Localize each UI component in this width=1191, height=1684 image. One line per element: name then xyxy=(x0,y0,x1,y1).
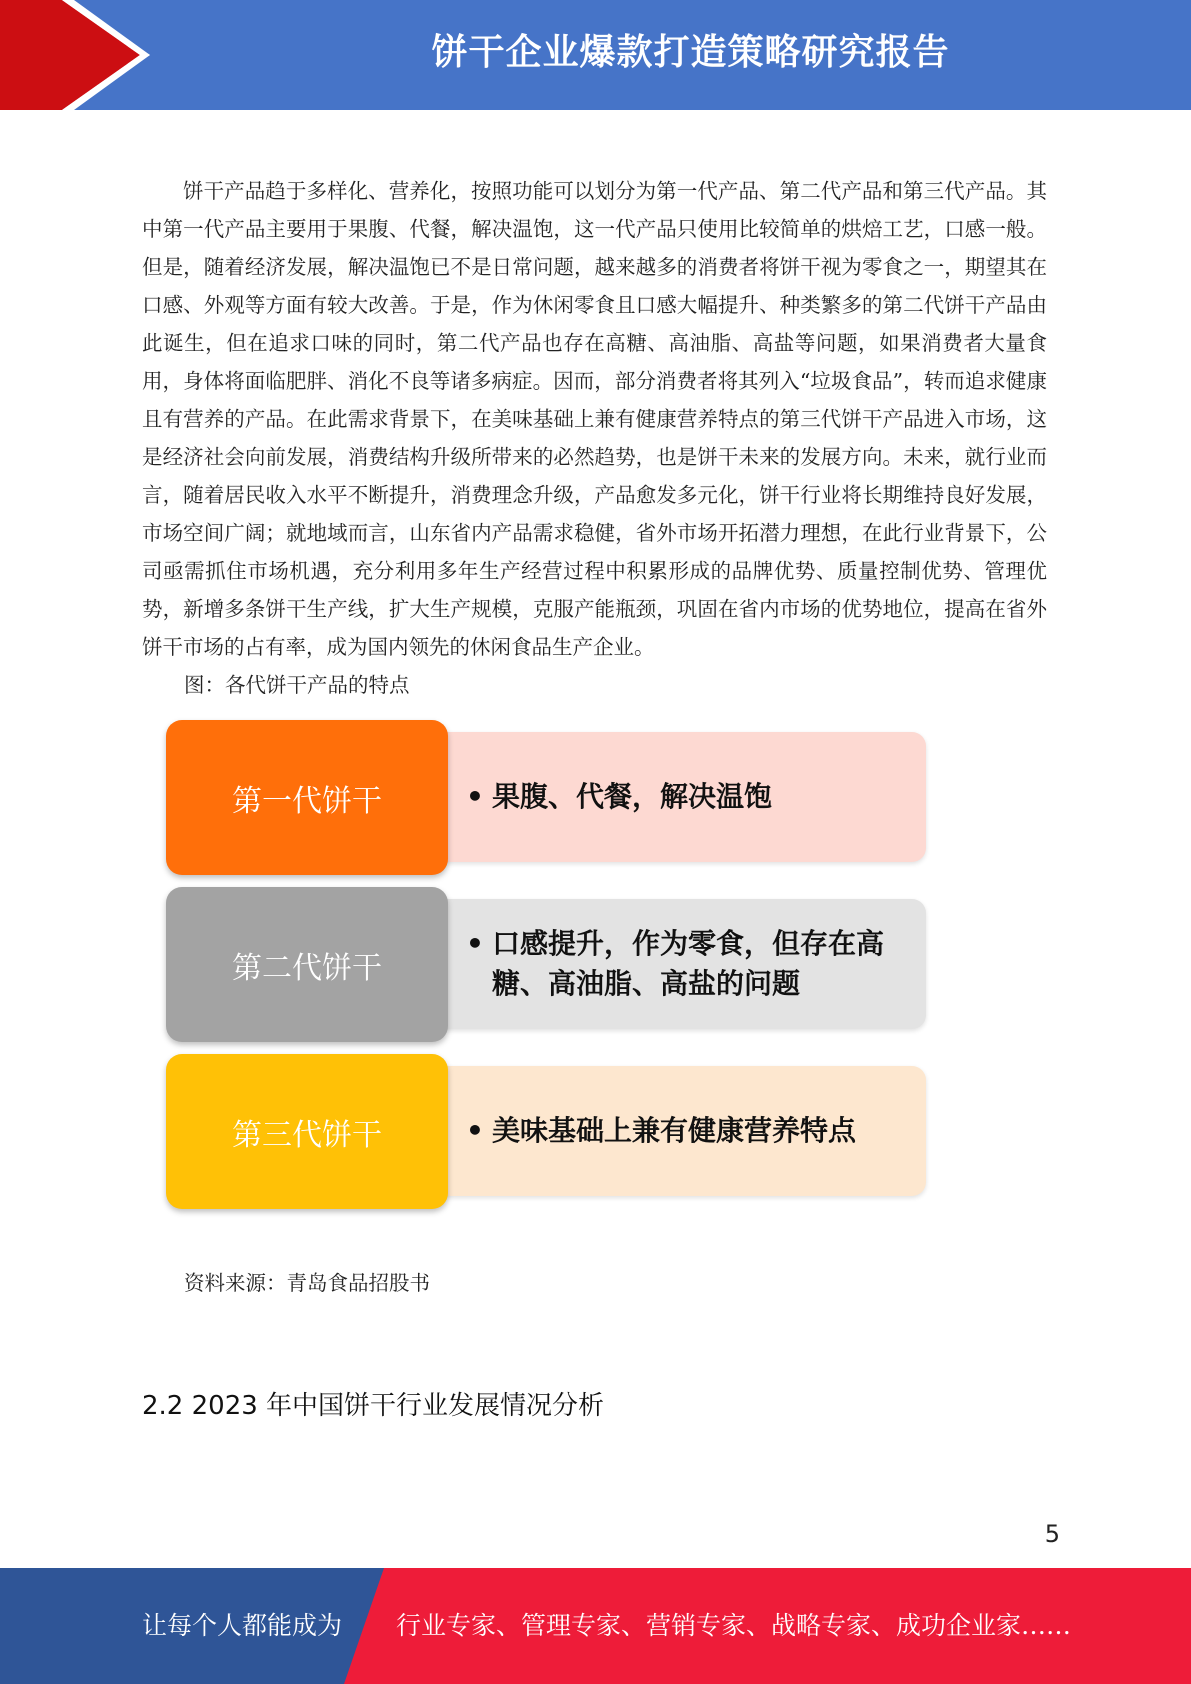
generation-row-1 xyxy=(166,720,956,875)
figure-source: 资料来源：青岛食品招股书 xyxy=(184,1271,430,1295)
footer-slogan-left: 让每个人都能成为 xyxy=(142,1611,343,1640)
generation-3-description: 美味基础上兼有健康营养特点 xyxy=(492,1114,857,1147)
section-heading: 2.2 2023 年中国饼干行业发展情况分析 xyxy=(142,1391,605,1421)
page-header xyxy=(0,0,1191,110)
page-footer xyxy=(0,1568,1191,1684)
footer-slogan-right: 行业专家、管理专家、营销专家、战略专家、成功企业家…… xyxy=(396,1611,1072,1640)
generation-2-label: 第二代饼干 xyxy=(166,887,448,1042)
page-number: 5 xyxy=(1044,1520,1060,1548)
generation-1-description: 果腹、代餐，解决温饱 xyxy=(492,780,773,813)
header-arrow-decoration xyxy=(0,0,160,110)
bullet-icon: • xyxy=(466,927,484,960)
report-title: 饼干企业爆款打造策略研究报告 xyxy=(431,32,950,73)
figure-caption: 图：各代饼干产品的特点 xyxy=(184,673,410,697)
generation-row-3 xyxy=(166,1054,956,1209)
generation-1-label: 第一代饼干 xyxy=(166,720,448,875)
generation-2-description: 口感提升，作为零食，但存在高糖、高油脂、高盐的问题 xyxy=(492,927,885,1000)
bullet-icon: • xyxy=(466,780,484,813)
generation-row-2 xyxy=(166,887,956,1042)
generation-3-description-box xyxy=(426,1066,926,1196)
biscuit-generations-figure xyxy=(166,720,956,1220)
body-paragraph: 饼干产品趋于多样化、营养化，按照功能可以划分为第一代产品、第二代产品和第三代产品。其中第一代产品主要用于果腹、代餐，解决温饱，这一代产品只使用比较简单的烘焙工艺，口感一般。但是，随着经济发展，解决温饱已不是日常问题，越来越多的消费者将饼干视为零食之一，期望其在口感、外观等方面有较大改善。于是，作为休闲零食且口感大幅提升、种类繁多的第二代饼干产品由此诞生，但在追求口味的同时，第二代产品也存在高糖、高油脂、高盐等问题，如果消费者大量食用，身体将面临肥胖、消化不良等诸多病症。因而，部分消费者将其列入“垃圾食品”，转而追求健康且有营养的产品。在此需求背景下，在美味基础上兼有健康营养特点的第三代饼干产品进入市场，这是经济社会向前发展，消费结构升级所带来的必然趋势，也是饼干未来的发展方向。未来，就行业而言，随着居民收入水平不断提升，消费理念升级，产品愈发多元化，饼干行业将长期维持良好发展，市场空间广阔；就地域而言，山东省内产品需求稳健，省外市场开拓潜力理想，在此行业背景下，公司亟需抓住市场机遇，充分利用多年生产经营过程中积累形成的品牌优势、质量控制优势、管理优势，新增多条饼干生产线，扩大生产规模，克服产能瓶颈，巩固在省内市场的优势地位，提高在省外饼干市场的占有率，成为国内领先的休闲食品生产企业。 xyxy=(142,179,1047,659)
generation-3-label: 第三代饼干 xyxy=(166,1054,448,1209)
bullet-icon: • xyxy=(466,1114,484,1147)
generation-2-description-box xyxy=(426,899,926,1029)
generation-1-description-box xyxy=(426,732,926,862)
